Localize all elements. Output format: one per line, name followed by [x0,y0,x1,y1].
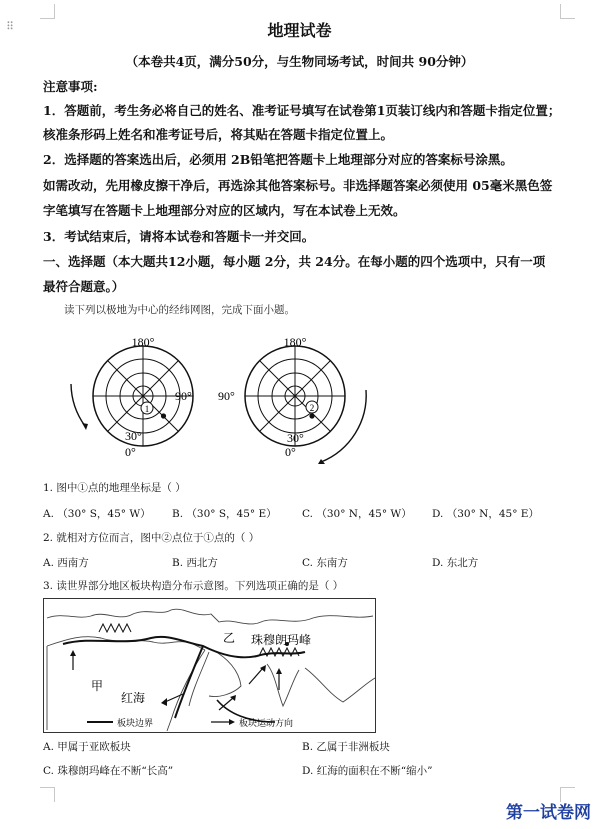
question-2-stem: 2. 就相对方位而言，图中②点位于①点的（ ） [43,532,260,544]
map-2-label-30: 30° [287,431,304,445]
notice-line-1: 1．答题前，考生务必将自己的姓名、准考证号填写在试卷第1页装订线内和答题卡指定位置； [43,103,561,118]
question-3-option-a[interactable]: A. 甲属于亚欧板块 [43,741,131,753]
legend-motion-label: 板块运动方向 [239,718,294,728]
notice-line-3: 2．选择题的答案选出后，必须用 2B铅笔把答题卡上地理部分对应的答案标号涂黑。 [43,152,513,167]
map-2-label-0: 0° [285,445,296,459]
drag-handle-icon[interactable]: ⠿ [6,20,16,33]
label-jia: 甲 [91,679,104,693]
notice-line-2: 核准条形码上姓名和准考证号后，将其贴在答题卡指定位置上。 [43,127,394,142]
notice-heading: 注意事项: [43,79,98,94]
label-yi: 乙 [223,631,236,645]
notice-line-4: 如需改动，先用橡皮擦干净后，再选涂其他答案标号。非选择题答案必须使用 05毫米黑色签 [43,178,553,193]
map-1-point-label: 1 [144,404,150,414]
question-3-option-b[interactable]: B. 乙属于非洲板块 [302,741,390,753]
question-1-option-b[interactable]: B. （30° S，45° E） [172,508,277,520]
corner-mark-bottom-left [40,787,55,802]
question-2-option-b[interactable]: B. 西北方 [172,557,218,569]
map-instruction: 读下列以极地为中心的经纬网图，完成下面小题。 [64,304,295,316]
page-title: 地理试卷 [267,21,332,40]
map-1-label-180: 180° [131,335,155,349]
map-1-label-30: 30° [125,429,142,443]
question-2-option-a[interactable]: A. 西南方 [43,557,89,569]
corner-mark-top-left [40,4,55,19]
question-3-option-d[interactable]: D. 红海的面积在不断“缩小” [302,765,433,777]
question-2-option-d[interactable]: D. 东北方 [432,557,479,569]
site-logo: 第一试卷网 [506,803,591,823]
map-2-point-label: 2 [309,403,315,413]
polar-maps-figure [55,330,575,465]
label-everest: 珠穆朗玛峰 [251,633,312,647]
question-1-option-d[interactable]: D. （30° N，45° E） [432,508,539,520]
question-2-option-c[interactable]: C. 东南方 [302,557,348,569]
polar-map-2 [245,346,366,464]
section-1-line-1: 一、选择题（本大题共12小题，每小题 2分，共 24分。在每小题的四个选项中，只有一项 [43,254,546,269]
map-2-label-180: 180° [283,335,307,349]
corner-mark-top-right [560,4,575,19]
notice-line-5: 字笔填写在答题卡上地理部分对应的区域内，写在本试卷上无效。 [43,203,406,218]
plate-tectonics-map [43,598,376,733]
map-1-label-90: 90° [175,389,192,403]
question-3-stem: 3. 读世界部分地区板块构造分布示意图。下列选项正确的是（ ） [43,580,344,592]
page-subtitle: （本卷共4页，满分50分，与生物同场考试，时间共 90分钟） [125,54,474,69]
label-red-sea: 红海 [121,691,146,705]
question-1-option-a[interactable]: A. （30° S，45° W） [43,508,151,520]
question-1-option-c[interactable]: C. （30° N，45° W） [302,508,412,520]
notice-line-6: 3．考试结束后，请将本试卷和答题卡一并交回。 [43,229,315,244]
map-2-label-90: 90° [218,389,235,403]
question-3-option-c[interactable]: C. 珠穆朗玛峰在不断“长高” [43,765,174,777]
legend-boundary-label: 板块边界 [117,718,154,728]
question-1-stem: 1. 图中①点的地理坐标是（ ） [43,482,186,494]
section-1-line-2: 最符合题意。） [43,279,125,294]
map-1-label-0: 0° [125,445,136,459]
